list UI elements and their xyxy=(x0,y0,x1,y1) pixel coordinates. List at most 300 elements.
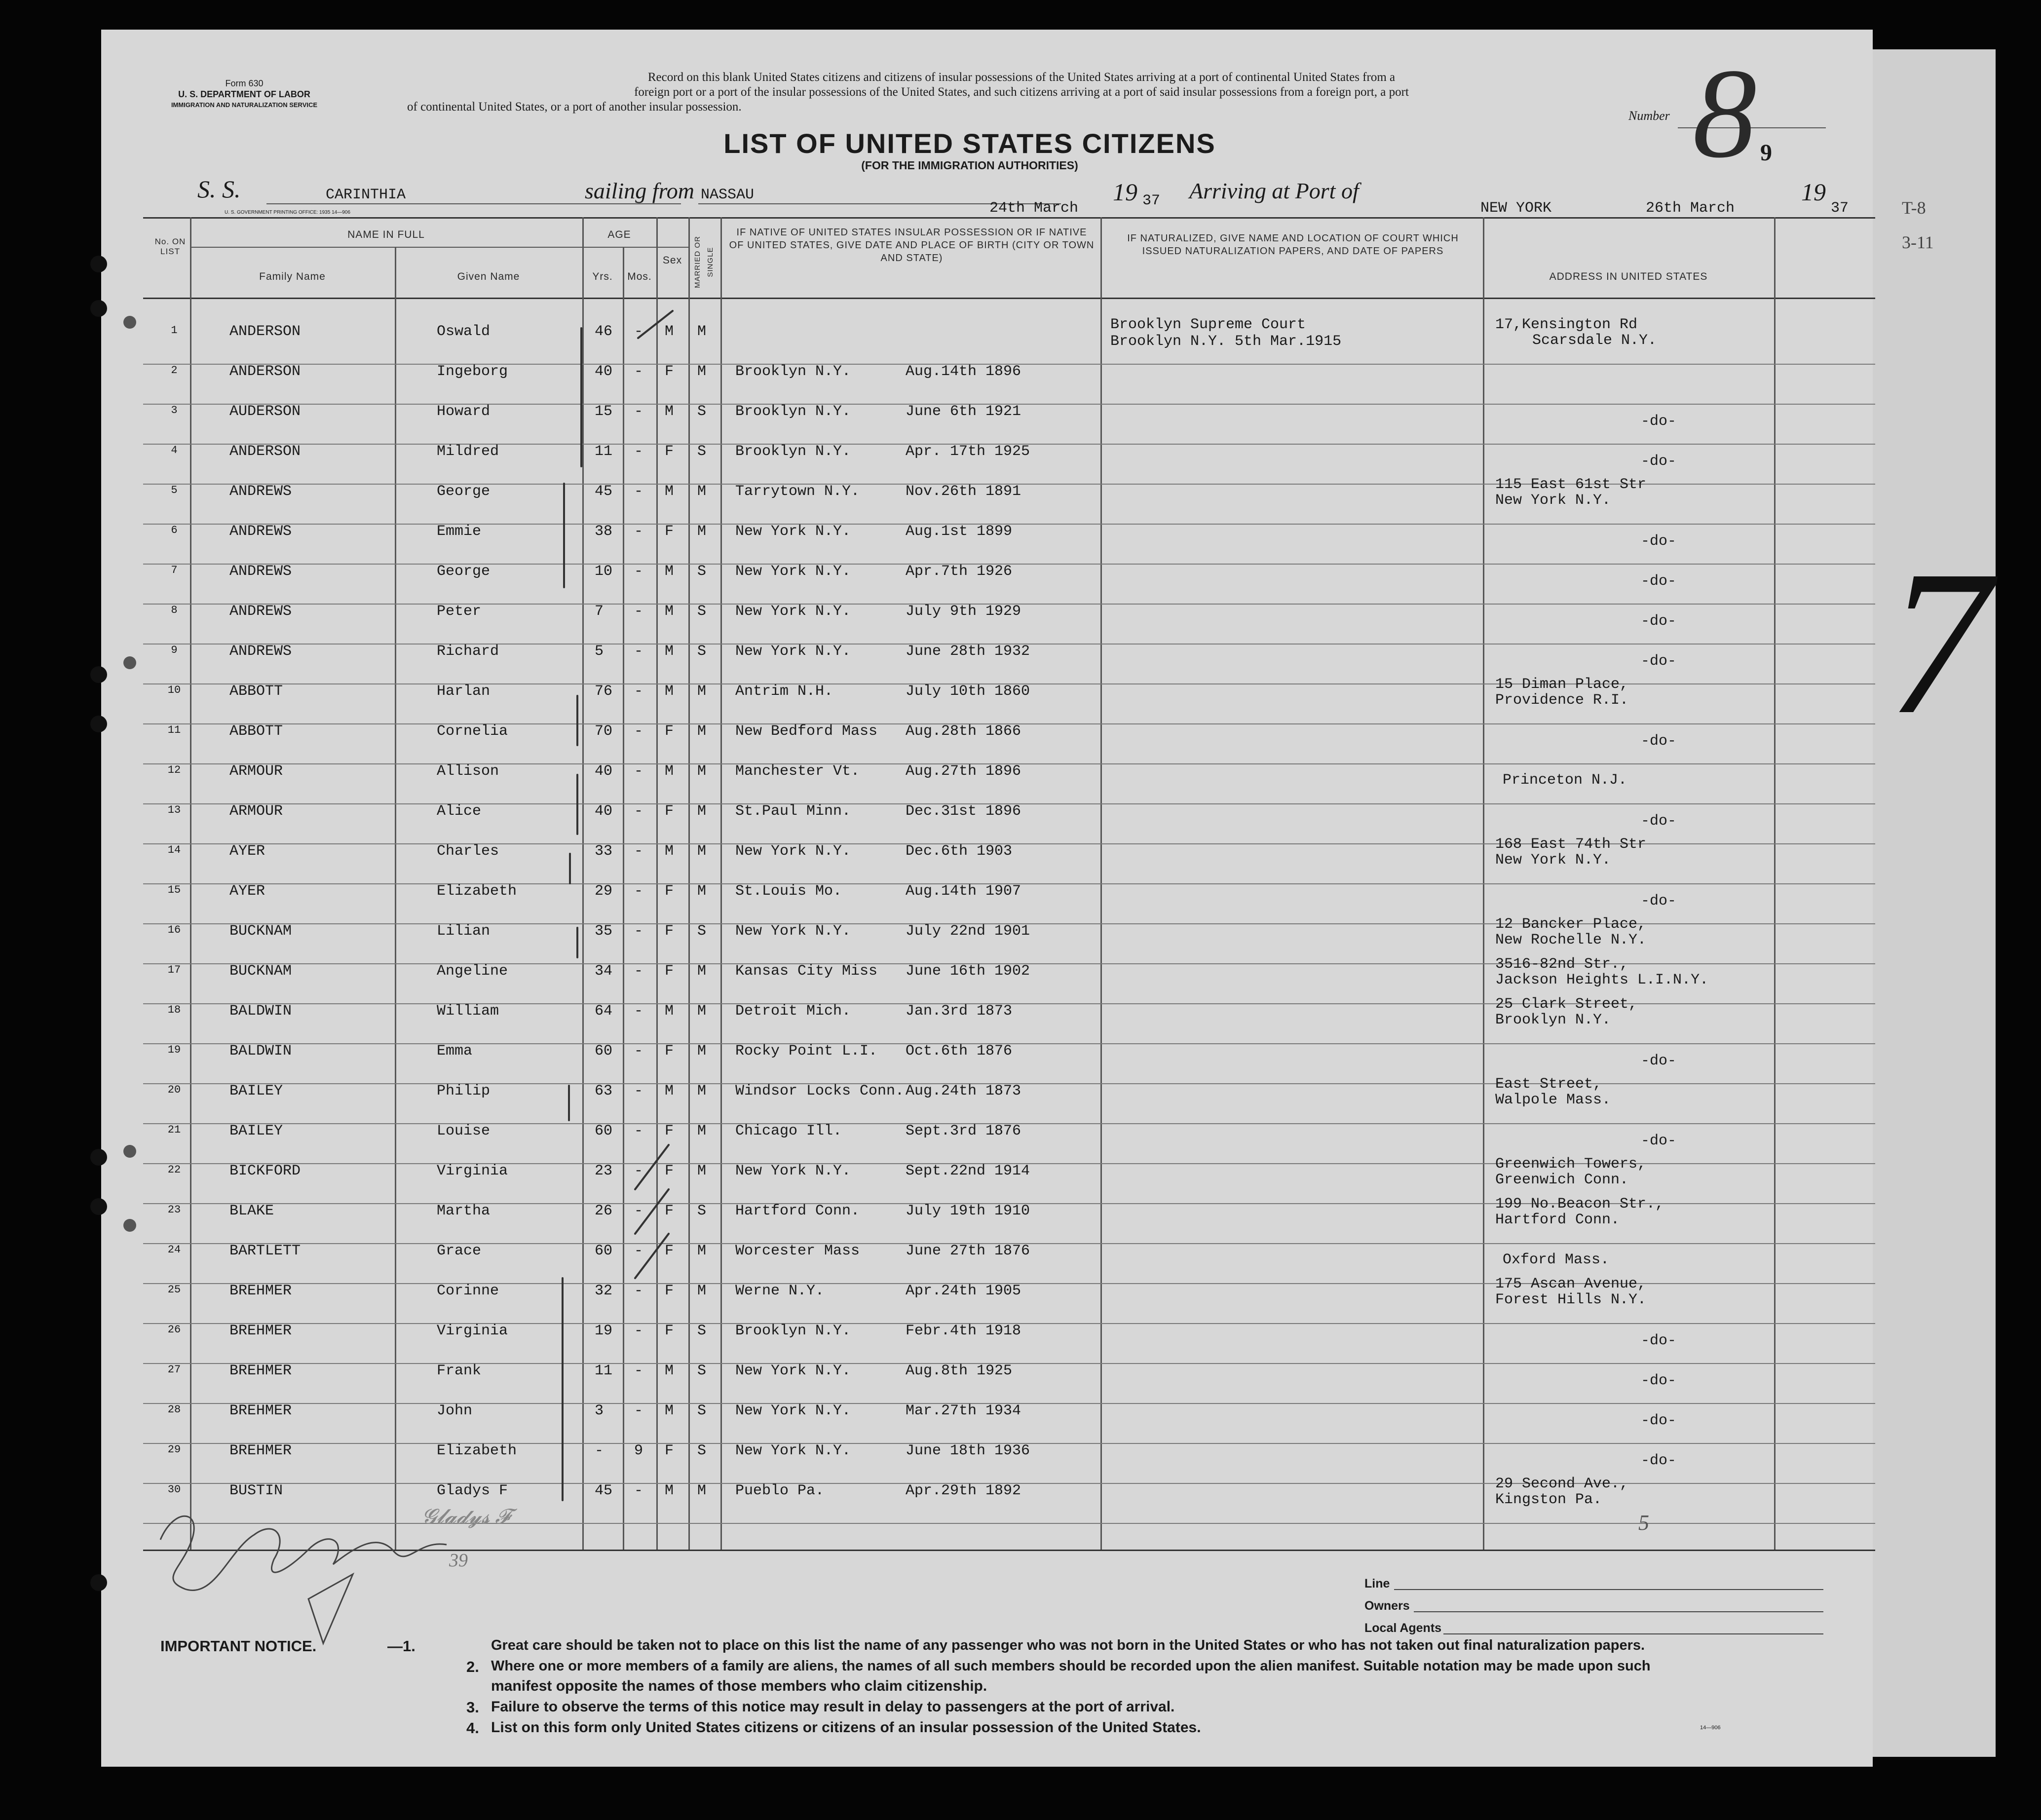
given-name: Mildred xyxy=(437,443,499,460)
tick-mark xyxy=(635,1234,669,1278)
address-line-1: 17,Kensington Rd xyxy=(1495,316,1638,333)
family-name: ARMOUR xyxy=(229,763,283,780)
depart-year-prefix: 19 xyxy=(1113,178,1137,206)
age-months: - xyxy=(634,523,643,540)
birth-date: Apr.24th 1905 xyxy=(906,1283,1021,1299)
given-name: Oswald xyxy=(437,323,491,340)
row-number: 13 xyxy=(167,804,181,816)
birth-place: Pueblo Pa. xyxy=(735,1482,825,1499)
family-name: BICKFORD xyxy=(229,1163,301,1179)
age-months: - xyxy=(634,643,643,660)
age-years: 70 xyxy=(595,723,613,740)
age-months: - xyxy=(634,963,643,980)
birth-date: Febr.4th 1918 xyxy=(906,1323,1021,1339)
age-months: - xyxy=(634,1323,643,1339)
address-line-2: Walpole Mass. xyxy=(1495,1092,1611,1108)
sex: F xyxy=(665,523,674,540)
sex: M xyxy=(665,643,674,660)
birth-place: Brooklyn N.Y. xyxy=(735,363,851,380)
row-number: 28 xyxy=(167,1403,181,1416)
marital-status: S xyxy=(697,1363,707,1379)
age-months: - xyxy=(634,683,643,700)
printing-office: U. S. GOVERNMENT PRINTING OFFICE: 1935 14—906 xyxy=(225,210,350,215)
given-name: William xyxy=(437,1003,499,1020)
family-name: ANDREWS xyxy=(229,523,292,540)
marital-status: M xyxy=(697,843,707,860)
tick-mark xyxy=(635,1189,669,1234)
age-months: - xyxy=(634,323,643,340)
given-name: Cornelia xyxy=(437,723,508,740)
notice-item-text: manifest opposite the names of those members who claim citizenship. xyxy=(491,1678,987,1694)
sex: F xyxy=(665,1323,674,1339)
row-number: 16 xyxy=(167,924,181,936)
given-name: George xyxy=(437,483,491,500)
row-number: 30 xyxy=(167,1483,181,1496)
marital-status: S xyxy=(697,643,707,660)
row-number: 12 xyxy=(167,764,181,776)
given-name: Alice xyxy=(437,803,482,820)
row-number: 27 xyxy=(167,1364,181,1376)
handwritten-page-mark: 7 xyxy=(1887,528,1991,757)
sex: F xyxy=(665,1163,674,1179)
address-line-1: 199 No.Beacon Str., xyxy=(1495,1196,1664,1213)
age-years: 26 xyxy=(595,1203,613,1219)
age-years: 10 xyxy=(595,563,613,580)
age-years: 5 xyxy=(595,643,604,660)
sex: F xyxy=(665,1442,674,1459)
given-name: Ingeborg xyxy=(437,363,508,380)
birth-date: Aug.1st 1899 xyxy=(906,523,1013,540)
given-name: Lilian xyxy=(437,923,491,940)
age-months: - xyxy=(634,443,643,460)
marital-status: S xyxy=(697,923,707,940)
birth-place: New York N.Y. xyxy=(735,1163,851,1179)
sex: M xyxy=(665,563,674,580)
age-months: - xyxy=(634,1163,643,1179)
age-years: 29 xyxy=(595,883,613,900)
notice-item-number: 3. xyxy=(466,1699,479,1716)
birth-place: Worcester Mass xyxy=(735,1243,860,1259)
address-line-1: 115 East 61st Str xyxy=(1495,476,1647,493)
birth-place: New York N.Y. xyxy=(735,523,851,540)
address-line-1: -do- xyxy=(1641,813,1677,830)
marital-status: S xyxy=(697,563,707,580)
age-years: 60 xyxy=(595,1043,613,1060)
birth-date: Aug.24th 1873 xyxy=(906,1083,1021,1100)
birth-date: Nov.26th 1891 xyxy=(906,483,1021,500)
given-name: Peter xyxy=(437,603,482,620)
family-name: AYER xyxy=(229,843,265,860)
address-line-1: 25 Clark Street, xyxy=(1495,996,1638,1013)
manifest-page xyxy=(101,30,1873,1767)
age-years: 38 xyxy=(595,523,613,540)
sex: F xyxy=(665,803,674,820)
marital-status: M xyxy=(697,1283,707,1299)
birth-date: Jan.3rd 1873 xyxy=(906,1003,1013,1020)
marital-status: M xyxy=(697,1123,707,1139)
tick-mark xyxy=(638,311,673,338)
birth-date: Mar.27th 1934 xyxy=(906,1403,1021,1419)
address-line-1: -do- xyxy=(1641,1053,1677,1069)
address-line-1: -do- xyxy=(1641,1133,1677,1149)
row-number: 29 xyxy=(167,1443,181,1456)
header-naturalized: IF NATURALIZED, GIVE NAME AND LOCATION OF COURT WHICH ISSUED NATURALIZATION PAPERS, AND DATE OF PAPERS xyxy=(1127,233,1459,257)
row-number: 5 xyxy=(171,484,178,496)
row-number: 9 xyxy=(171,644,178,656)
header-sex: Sex xyxy=(662,255,682,266)
age-years: 63 xyxy=(595,1083,613,1100)
birth-place: Windsor Locks Conn. xyxy=(735,1083,905,1100)
row-number: 11 xyxy=(167,724,181,736)
notice-form-code: 14—906 xyxy=(1700,1725,1721,1731)
address-line-1: Princeton N.J. xyxy=(1503,772,1627,789)
age-months: - xyxy=(634,1403,643,1419)
family-name: ANDREWS xyxy=(229,603,292,620)
birth-place: New York N.Y. xyxy=(735,923,851,940)
row-number: 10 xyxy=(167,684,181,696)
address-line-1: -do- xyxy=(1641,1412,1677,1429)
age-months: - xyxy=(634,843,643,860)
sex: M xyxy=(665,1482,674,1499)
birth-place: Brooklyn N.Y. xyxy=(735,403,851,420)
family-name: ANDREWS xyxy=(229,563,292,580)
birth-date: Apr.29th 1892 xyxy=(906,1482,1021,1499)
sex: M xyxy=(665,483,674,500)
given-name: Virginia xyxy=(437,1323,508,1339)
age-years: 60 xyxy=(595,1243,613,1259)
row-number: 25 xyxy=(167,1284,181,1296)
sex: F xyxy=(665,723,674,740)
row-number: 4 xyxy=(171,444,178,456)
age-years: 60 xyxy=(595,1123,613,1139)
age-years: 40 xyxy=(595,803,613,820)
marital-status: M xyxy=(697,763,707,780)
form-title: LIST OF UNITED STATES CITIZENS xyxy=(723,128,1216,159)
age-years: 35 xyxy=(595,923,613,940)
header-given-name: Given Name xyxy=(457,271,520,282)
family-name: BALDWIN xyxy=(229,1003,292,1020)
row-number: 18 xyxy=(167,1004,181,1016)
row-number: 24 xyxy=(167,1244,181,1256)
age-years: 40 xyxy=(595,763,613,780)
header-months: Mos. xyxy=(627,271,652,282)
birth-date: Aug.8th 1925 xyxy=(906,1363,1013,1379)
family-name: ANDREWS xyxy=(229,483,292,500)
sex: M xyxy=(665,403,674,420)
address-line-1: -do- xyxy=(1641,613,1677,630)
given-name: Frank xyxy=(437,1363,482,1379)
age-months: - xyxy=(634,1363,643,1379)
address-line-1: -do- xyxy=(1641,1452,1677,1469)
birth-place: New York N.Y. xyxy=(735,1363,851,1379)
family-name: ABBOTT xyxy=(229,683,283,700)
birth-date: June 6th 1921 xyxy=(906,403,1021,420)
birth-place: New York N.Y. xyxy=(735,563,851,580)
age-months: - xyxy=(634,363,643,380)
header-no-on-list: No. ON LIST xyxy=(154,237,186,256)
address-line-1: East Street, xyxy=(1495,1076,1602,1093)
row-number: 21 xyxy=(167,1124,181,1136)
birth-place: New York N.Y. xyxy=(735,603,851,620)
sex: F xyxy=(665,1203,674,1219)
age-years: - xyxy=(595,1442,604,1459)
marital-status: M xyxy=(697,1003,707,1020)
naturalization-location: Brooklyn N.Y. 5th Mar.1915 xyxy=(1110,333,1342,350)
sex: F xyxy=(665,443,674,460)
marital-status: M xyxy=(697,323,707,340)
sex: M xyxy=(665,1003,674,1020)
handwritten-number: 8 xyxy=(1693,42,1757,185)
address-line-2: Kingston Pa. xyxy=(1495,1491,1602,1508)
address-line-1: 12 Bancker Place, xyxy=(1495,916,1647,933)
row-number: 6 xyxy=(171,524,178,536)
age-years: 19 xyxy=(595,1323,613,1339)
marital-status: S xyxy=(697,1442,707,1459)
age-years: 64 xyxy=(595,1003,613,1020)
owners-field xyxy=(1414,1611,1823,1612)
given-name: Grace xyxy=(437,1243,482,1259)
family-name: ANDERSON xyxy=(229,363,301,380)
row-number: 3 xyxy=(171,404,178,417)
row-number: 23 xyxy=(167,1204,181,1216)
given-name: Allison xyxy=(437,763,499,780)
age-months: - xyxy=(634,1083,643,1100)
address-line-2: New York N.Y. xyxy=(1495,852,1611,869)
marital-status: M xyxy=(697,1083,707,1100)
pencil-mark-second: 3-11 xyxy=(1902,232,1934,252)
birth-date: July 10th 1860 xyxy=(906,683,1030,700)
given-name: Gladys F xyxy=(437,1482,508,1499)
sex: F xyxy=(665,1043,674,1060)
age-years: 11 xyxy=(595,443,613,460)
given-name: George xyxy=(437,563,491,580)
family-name: BREHMER xyxy=(229,1363,292,1379)
sex: F xyxy=(665,1123,674,1139)
notice-item-number: —1. xyxy=(387,1637,416,1655)
given-name: John xyxy=(437,1403,473,1419)
notice-item-text: List on this form only United States citizens or citizens of an insular possession of the United States. xyxy=(491,1719,1201,1736)
age-years: 45 xyxy=(595,483,613,500)
birth-place: Hartford Conn. xyxy=(735,1203,860,1219)
birth-place: Detroit Mich. xyxy=(735,1003,851,1020)
address-line-1: 175 Ascan Avenue, xyxy=(1495,1276,1647,1292)
row-number: 1 xyxy=(171,324,178,337)
notice-item-text: Failure to observe the terms of this notice may result in delay to passengers at the port of arrival. xyxy=(491,1699,1175,1715)
birth-date: June 18th 1936 xyxy=(906,1442,1030,1459)
ss-label: S. S. xyxy=(197,175,241,203)
marital-status: M xyxy=(697,1482,707,1499)
birth-place: St.Paul Minn. xyxy=(735,803,851,820)
age-years: 45 xyxy=(595,1482,613,1499)
address-line-2: New York N.Y. xyxy=(1495,492,1611,509)
birth-place: Kansas City Miss xyxy=(735,963,878,980)
given-name: Elizabeth xyxy=(437,1442,517,1459)
age-months: 9 xyxy=(634,1442,643,1459)
given-name: Virginia xyxy=(437,1163,508,1179)
family-name: AUDERSON xyxy=(229,403,301,420)
address-line-2: Greenwich Conn. xyxy=(1495,1172,1629,1188)
row-number: 2 xyxy=(171,364,178,377)
family-name: BLAKE xyxy=(229,1203,274,1219)
address-line-1: -do- xyxy=(1641,653,1677,670)
birth-place: Rocky Point L.I. xyxy=(735,1043,878,1060)
marital-status: M xyxy=(697,803,707,820)
sex: M xyxy=(665,1403,674,1419)
instruction-line: foreign port or a port of the insular possessions of the United States, and such citizens arriving at a port of said insular possessions from a foreign port, a port xyxy=(634,85,1409,99)
header-family-name: Family Name xyxy=(259,271,326,282)
given-name: Harlan xyxy=(437,683,491,700)
family-name: ANDERSON xyxy=(229,323,301,340)
family-name: BARTLETT xyxy=(229,1243,301,1259)
family-name: ARMOUR xyxy=(229,803,283,820)
department: U. S. DEPARTMENT OF LABOR xyxy=(178,89,310,99)
age-months: - xyxy=(634,1283,643,1299)
address-line-1: -do- xyxy=(1641,893,1677,910)
marital-status: M xyxy=(697,523,707,540)
depart-date: 24th March xyxy=(989,200,1079,217)
birth-date: Sept.3rd 1876 xyxy=(906,1123,1021,1139)
age-years: 3 xyxy=(595,1403,604,1419)
age-years: 46 xyxy=(595,323,613,340)
sex: F xyxy=(665,883,674,900)
given-name: Emmie xyxy=(437,523,482,540)
birth-date: Aug.14th 1907 xyxy=(906,883,1021,900)
address-line-1: 3516-82nd Str., xyxy=(1495,956,1629,973)
marital-status: S xyxy=(697,603,707,620)
family-name: BAILEY xyxy=(229,1083,283,1100)
sex: M xyxy=(665,683,674,700)
form-number: Form 630 xyxy=(225,78,264,88)
row-number: 17 xyxy=(167,964,181,976)
age-months: - xyxy=(634,1043,643,1060)
address-line-1: -do- xyxy=(1641,453,1677,470)
birth-place: Tarrytown N.Y. xyxy=(735,483,860,500)
row-number: 19 xyxy=(167,1044,181,1056)
address-line-2: New Rochelle N.Y. xyxy=(1495,932,1647,948)
marital-status: S xyxy=(697,1403,707,1419)
service-name: IMMIGRATION AND NATURALIZATION SERVICE xyxy=(171,101,318,109)
arrive-year: 37 xyxy=(1831,200,1849,217)
family-name: ANDREWS xyxy=(229,643,292,660)
header-address: ADDRESS IN UNITED STATES xyxy=(1549,271,1708,282)
given-name: Louise xyxy=(437,1123,491,1139)
marital-status: M xyxy=(697,963,707,980)
address-line-1: -do- xyxy=(1641,733,1677,750)
birth-date: June 16th 1902 xyxy=(906,963,1030,980)
row-number: 26 xyxy=(167,1324,181,1336)
birth-date: Aug.28th 1866 xyxy=(906,723,1021,740)
marital-status: M xyxy=(697,1043,707,1060)
age-months: - xyxy=(634,923,643,940)
age-years: 33 xyxy=(595,843,613,860)
age-months: - xyxy=(634,1123,643,1139)
marital-status: S xyxy=(697,403,707,420)
sex: F xyxy=(665,363,674,380)
family-name: BUSTIN xyxy=(229,1482,283,1499)
notice-item-number: 4. xyxy=(466,1719,479,1737)
address-line-2: Forest Hills N.Y. xyxy=(1495,1291,1647,1308)
sex: F xyxy=(665,923,674,940)
row-number: 8 xyxy=(171,604,178,616)
row-number: 20 xyxy=(167,1084,181,1096)
pencil-mark-top: T-8 xyxy=(1902,198,1926,218)
marital-status: M xyxy=(697,723,707,740)
header-married-or-single: MARRIED OR SINGLE xyxy=(693,236,715,288)
row-number: 7 xyxy=(171,564,178,576)
age-years: 7 xyxy=(595,603,604,620)
tick-mark xyxy=(635,1145,669,1189)
birth-place: New York N.Y. xyxy=(735,843,851,860)
header-birth: IF NATIVE OF UNITED STATES INSULAR POSSESSION OR IF NATIVE OF UNITED STATES, GIVE DATE AND PLACE OF BIRTH (CITY OR TOWN AND STATE) xyxy=(729,227,1095,264)
age-months: - xyxy=(634,603,643,620)
birth-date: July 19th 1910 xyxy=(906,1203,1030,1219)
notice-heading: IMPORTANT NOTICE. xyxy=(160,1637,317,1655)
birth-place: Brooklyn N.Y. xyxy=(735,443,851,460)
sex: F xyxy=(665,963,674,980)
address-line-1: 29 Second Ave., xyxy=(1495,1476,1629,1492)
birth-place: Brooklyn N.Y. xyxy=(735,1323,851,1339)
address-line-1: -do- xyxy=(1641,1332,1677,1349)
age-years: 23 xyxy=(595,1163,613,1179)
given-name: Elizabeth xyxy=(437,883,517,900)
sex: F xyxy=(665,1283,674,1299)
naturalization-court: Brooklyn Supreme Court xyxy=(1110,316,1306,333)
age-months: - xyxy=(634,1243,643,1259)
local-agents-label: Local Agents xyxy=(1364,1621,1442,1635)
age-months: - xyxy=(634,483,643,500)
age-months: - xyxy=(634,883,643,900)
sheet-number: 9 xyxy=(1760,140,1772,166)
marital-status: M xyxy=(697,483,707,500)
port-from: NASSAU xyxy=(701,187,755,203)
row-number: 14 xyxy=(167,844,181,856)
line-label: Line xyxy=(1364,1577,1390,1591)
age-months: - xyxy=(634,1203,643,1219)
row-number: 15 xyxy=(167,884,181,896)
address-line-1: Greenwich Towers, xyxy=(1495,1156,1647,1173)
address-line-1: Oxford Mass. xyxy=(1503,1251,1610,1268)
family-name: ANDERSON xyxy=(229,443,301,460)
birth-date: July 22nd 1901 xyxy=(906,923,1030,940)
birth-place: New Bedford Mass xyxy=(735,723,878,740)
address-line-2: Hartford Conn. xyxy=(1495,1212,1620,1228)
marital-status: S xyxy=(697,1323,707,1339)
given-name: Martha xyxy=(437,1203,491,1219)
instruction-line: Record on this blank United States citizens and citizens of insular possessions of the United States arriving at a port of continental United States from a xyxy=(647,71,1396,84)
header-name-in-full: NAME IN FULL xyxy=(347,229,425,240)
given-name: Richard xyxy=(437,643,499,660)
birth-place: New York N.Y. xyxy=(735,1442,851,1459)
birth-place: Chicago Ill. xyxy=(735,1123,842,1139)
sex: M xyxy=(665,1363,674,1379)
birth-place: St.Louis Mo. xyxy=(735,883,842,900)
address-line-1: -do- xyxy=(1641,533,1677,550)
address-line-1: -do- xyxy=(1641,413,1677,430)
sex: M xyxy=(665,323,674,340)
arrive-year-prefix: 19 xyxy=(1801,178,1826,206)
sailing-from-label: sailing from xyxy=(585,178,694,203)
family-name: BREHMER xyxy=(229,1403,292,1419)
birth-place: Werne N.Y. xyxy=(735,1283,825,1299)
given-name: Angeline xyxy=(437,963,508,980)
instruction-line: of continental United States, or a port of another insular possession. xyxy=(407,100,742,114)
age-years: 76 xyxy=(595,683,613,700)
family-name: ABBOTT xyxy=(229,723,283,740)
birth-date: Aug.14th 1896 xyxy=(906,363,1021,380)
given-name: Philip xyxy=(437,1083,491,1100)
family-name: BAILEY xyxy=(229,1123,283,1139)
address-line-1: 15 Diman Place, xyxy=(1495,676,1629,693)
